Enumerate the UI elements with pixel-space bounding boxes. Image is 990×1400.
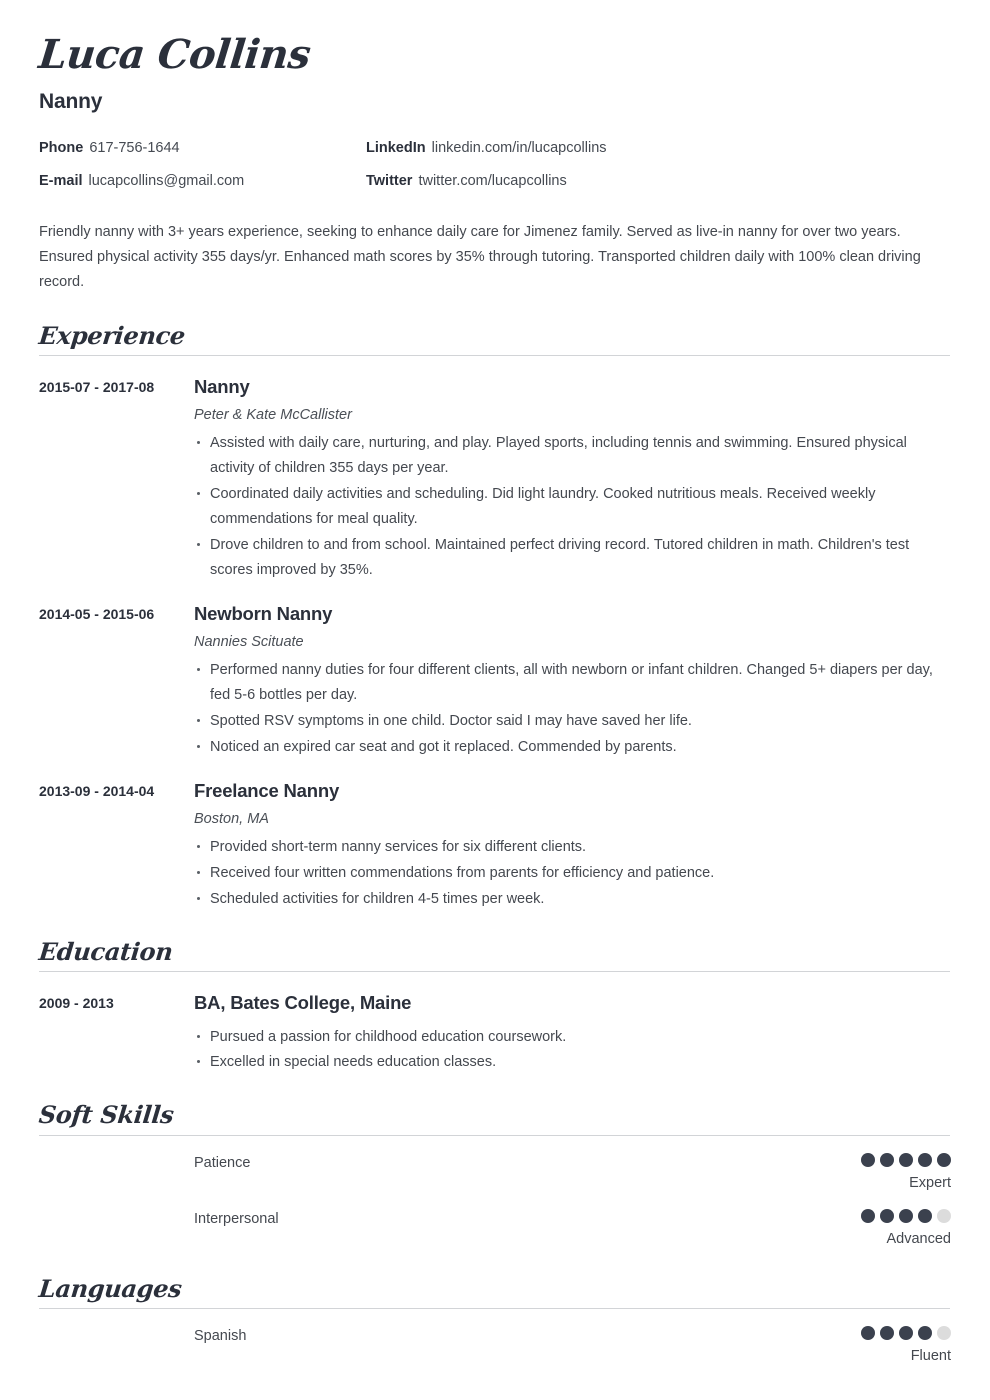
candidate-job-title: Nanny [39,90,103,113]
experience-bullets [194,835,947,912]
bullet-item: Assisted with daily care, nurturing, and play. Played sports, including tennis and swimming. Ensured physical activity of children 355 days per year. [194,431,947,481]
experience-role: Nanny [194,376,250,398]
language-body [194,1326,951,1365]
rating-dot [899,1209,913,1223]
rating-dot [937,1326,951,1340]
experience-date: 2014-05 - 2015-06 [39,605,155,622]
rating-dot [918,1326,932,1340]
bullet-item: Spotted RSV symptoms in one child. Doctor said I may have saved her life. [194,709,947,734]
bullet-item: Received four written commendations from parents for efficiency and patience. [194,861,947,886]
experience-organization: Nannies Scituate [194,634,304,651]
section-divider [39,971,950,972]
contact-phone [39,138,366,160]
contact-details [39,138,951,193]
bullet-item: Drove children to and from school. Maintained perfect driving record. Tutored children in math. Children's test scores improved by 35%. [194,533,947,583]
section-heading-soft-skills: Soft Skills [37,1100,176,1130]
experience-organization: Boston, MA [194,810,269,827]
bullet-item: Pursued a passion for childhood education coursework. [194,1025,947,1050]
rating-dots [861,1153,951,1167]
language-spacer [39,1326,194,1365]
soft-skill-level: Expert [909,1174,951,1191]
language-rating [861,1326,951,1365]
experience-organization: Peter & Kate McCallister [194,407,352,424]
rating-dot [861,1209,875,1223]
soft-skill-spacer [39,1209,194,1248]
section-soft-skills [39,1101,951,1248]
experience-bullets [194,658,947,760]
rating-dots [861,1326,951,1340]
bullet-item: Provided short-term nanny services for six different clients. [194,835,947,860]
section-heading-languages: Languages [37,1273,184,1303]
experience-body [194,602,951,760]
language-name: Spanish [194,1328,247,1345]
experience-bullets [194,431,947,583]
rating-dot [918,1153,932,1167]
section-divider [39,355,950,356]
section-heading-education: Education [37,936,175,966]
contact-email-label: E-mail [39,172,83,189]
rating-dot [918,1209,932,1223]
experience-body [194,375,951,583]
rating-dot [899,1153,913,1167]
experience-entry [39,779,951,912]
experience-date: 2013-09 - 2014-04 [39,782,155,799]
rating-dot [880,1209,894,1223]
rating-dot [937,1209,951,1223]
contact-twitter-value[interactable]: twitter.com/lucapcollins [418,172,567,189]
section-divider [39,1135,950,1136]
language-row [39,1326,951,1365]
education-bullets [194,1025,947,1076]
bullet-item: Scheduled activities for children 4-5 times per week. [194,887,947,912]
section-education [39,938,951,1076]
experience-body [194,779,951,912]
contact-phone-label: Phone [39,140,84,156]
soft-skill-rating [861,1209,951,1248]
education-degree: BA, Bates College, Maine [194,992,412,1014]
contact-twitter [366,171,951,193]
experience-role: Newborn Nanny [194,602,333,624]
soft-skill-row [39,1153,951,1192]
bullet-item: Performed nanny duties for four different clients, all with newborn or infant children. Changed 5+ diapers per day, fed 5-6 bottles per day. [194,658,947,708]
education-body [194,991,951,1075]
rating-dot [880,1153,894,1167]
contact-linkedin-value[interactable]: linkedin.com/in/lucapcollins [431,140,607,156]
experience-entry [39,602,951,760]
rating-dot [899,1326,913,1340]
section-divider [39,1308,950,1309]
section-languages [39,1275,951,1366]
resume-header [36,0,951,114]
contact-email [39,171,366,193]
soft-skill-body [194,1153,951,1192]
bullet-item: Noticed an expired car seat and got it replaced. Commended by parents. [194,735,947,760]
contact-linkedin-label: LinkedIn [366,140,426,156]
experience-role: Freelance Nanny [194,779,340,801]
soft-skill-row [39,1209,951,1248]
contact-email-value[interactable]: lucapcollins@gmail.com [88,172,245,189]
bullet-item: Coordinated daily activities and scheduling. Did light laundry. Cooked nutritious meals. Received weekly commendations for meal quality. [194,482,947,532]
education-date: 2009 - 2013 [39,995,114,1012]
language-level: Fluent [910,1348,951,1365]
soft-skill-name: Interpersonal [194,1211,279,1228]
section-heading-experience: Experience [37,320,187,350]
rating-dot [880,1326,894,1340]
soft-skill-rating [861,1153,951,1192]
professional-summary: Friendly nanny with 3+ years experience, seeking to enhance daily care for Jimenez family. Served as live-in nanny for over two years. Ensured physical activity 355 days/yr. Enhanced math scores by 35% through tutoring. Transported children daily with 100% clean driving record. [39,223,921,291]
education-entry [39,991,951,1075]
experience-entry [39,375,951,583]
bullet-item: Excelled in special needs education classes. [194,1050,947,1075]
rating-dot [937,1153,951,1167]
rating-dot [861,1153,875,1167]
experience-date: 2015-07 - 2017-08 [39,379,155,396]
soft-skill-spacer [39,1153,194,1192]
rating-dot [861,1326,875,1340]
contact-twitter-label: Twitter [366,172,413,189]
contact-phone-value: 617-756-1644 [89,140,180,156]
soft-skill-name: Patience [194,1154,251,1171]
soft-skill-body [194,1209,951,1248]
section-experience [39,322,951,912]
contact-linkedin [366,138,951,160]
soft-skill-level: Advanced [886,1231,951,1248]
candidate-name: Luca Collins [36,31,313,78]
rating-dots [861,1209,951,1223]
